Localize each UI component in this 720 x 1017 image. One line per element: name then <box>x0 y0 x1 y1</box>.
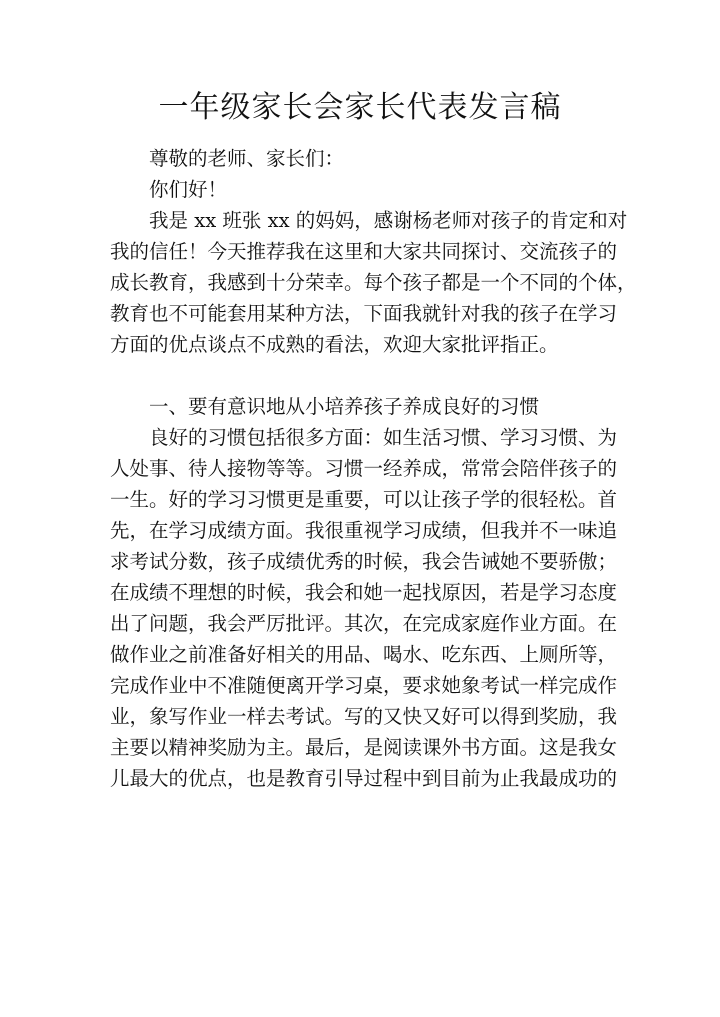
paragraph-line: 出了问题，我会严厉批评。其次，在完成家庭作业方面。在 <box>110 612 618 635</box>
document-body <box>110 143 637 794</box>
paragraph-line: 在成绩不理想的时候，我会和她一起找原因，若是学习态度 <box>110 581 618 604</box>
paragraph-line: 教育也不可能套用某种方法，下面我就针对我的孩子在学习 <box>110 302 618 325</box>
paragraph-line: 我是 xx 班张 xx 的妈妈，感谢杨老师对孩子的肯定和对 <box>149 209 628 232</box>
greeting: 你们好！ <box>149 178 228 201</box>
paragraph-line: 求考试分数，孩子成绩优秀的时候，我会告诫她不要骄傲； <box>110 550 618 573</box>
paragraph-line: 一生。好的学习习惯更是重要，可以让孩子学的很轻松。首 <box>110 488 618 511</box>
paragraph-line: 业，象写作业一样去考试。写的又快又好可以得到奖励，我 <box>110 705 618 728</box>
paragraph-line: 人处事、待人接物等等。习惯一经养成，常常会陪伴孩子的 <box>110 457 618 480</box>
paragraph-spacer <box>110 360 620 391</box>
paragraph-line: 成长教育，我感到十分荣幸。每个孩子都是一个不同的个体， <box>110 271 637 294</box>
paragraph-line: 方面的优点谈点不成熟的看法，欢迎大家批评指正。 <box>110 333 559 356</box>
document-title: 一年级家长会家长代表发言稿 <box>158 90 562 125</box>
paragraph-line: 完成作业中不准随便离开学习桌，要求她象考试一样完成作 <box>110 674 618 697</box>
paragraph-line: 做作业之前准备好相关的用品、喝水、吃东西、上厕所等， <box>110 643 618 666</box>
paragraph-line: 主要以精神奖励为主。最后，是阅读课外书方面。这是我女 <box>110 736 618 759</box>
paragraph-line: 良好的习惯包括很多方面：如生活习惯、学习习惯、为 <box>149 426 618 449</box>
section-heading: 一、要有意识地从小培养孩子养成良好的习惯 <box>149 395 540 418</box>
paragraph-line: 儿最大的优点，也是教育引导过程中到目前为止我最成功的 <box>110 767 618 790</box>
salutation: 尊敬的老师、家长们： <box>149 147 345 170</box>
paragraph-line: 我的信任！今天推荐我在这里和大家共同探讨、交流孩子的 <box>110 240 618 263</box>
paragraph-line: 先，在学习成绩方面。我很重视学习成绩，但我并不一味追 <box>110 519 618 542</box>
